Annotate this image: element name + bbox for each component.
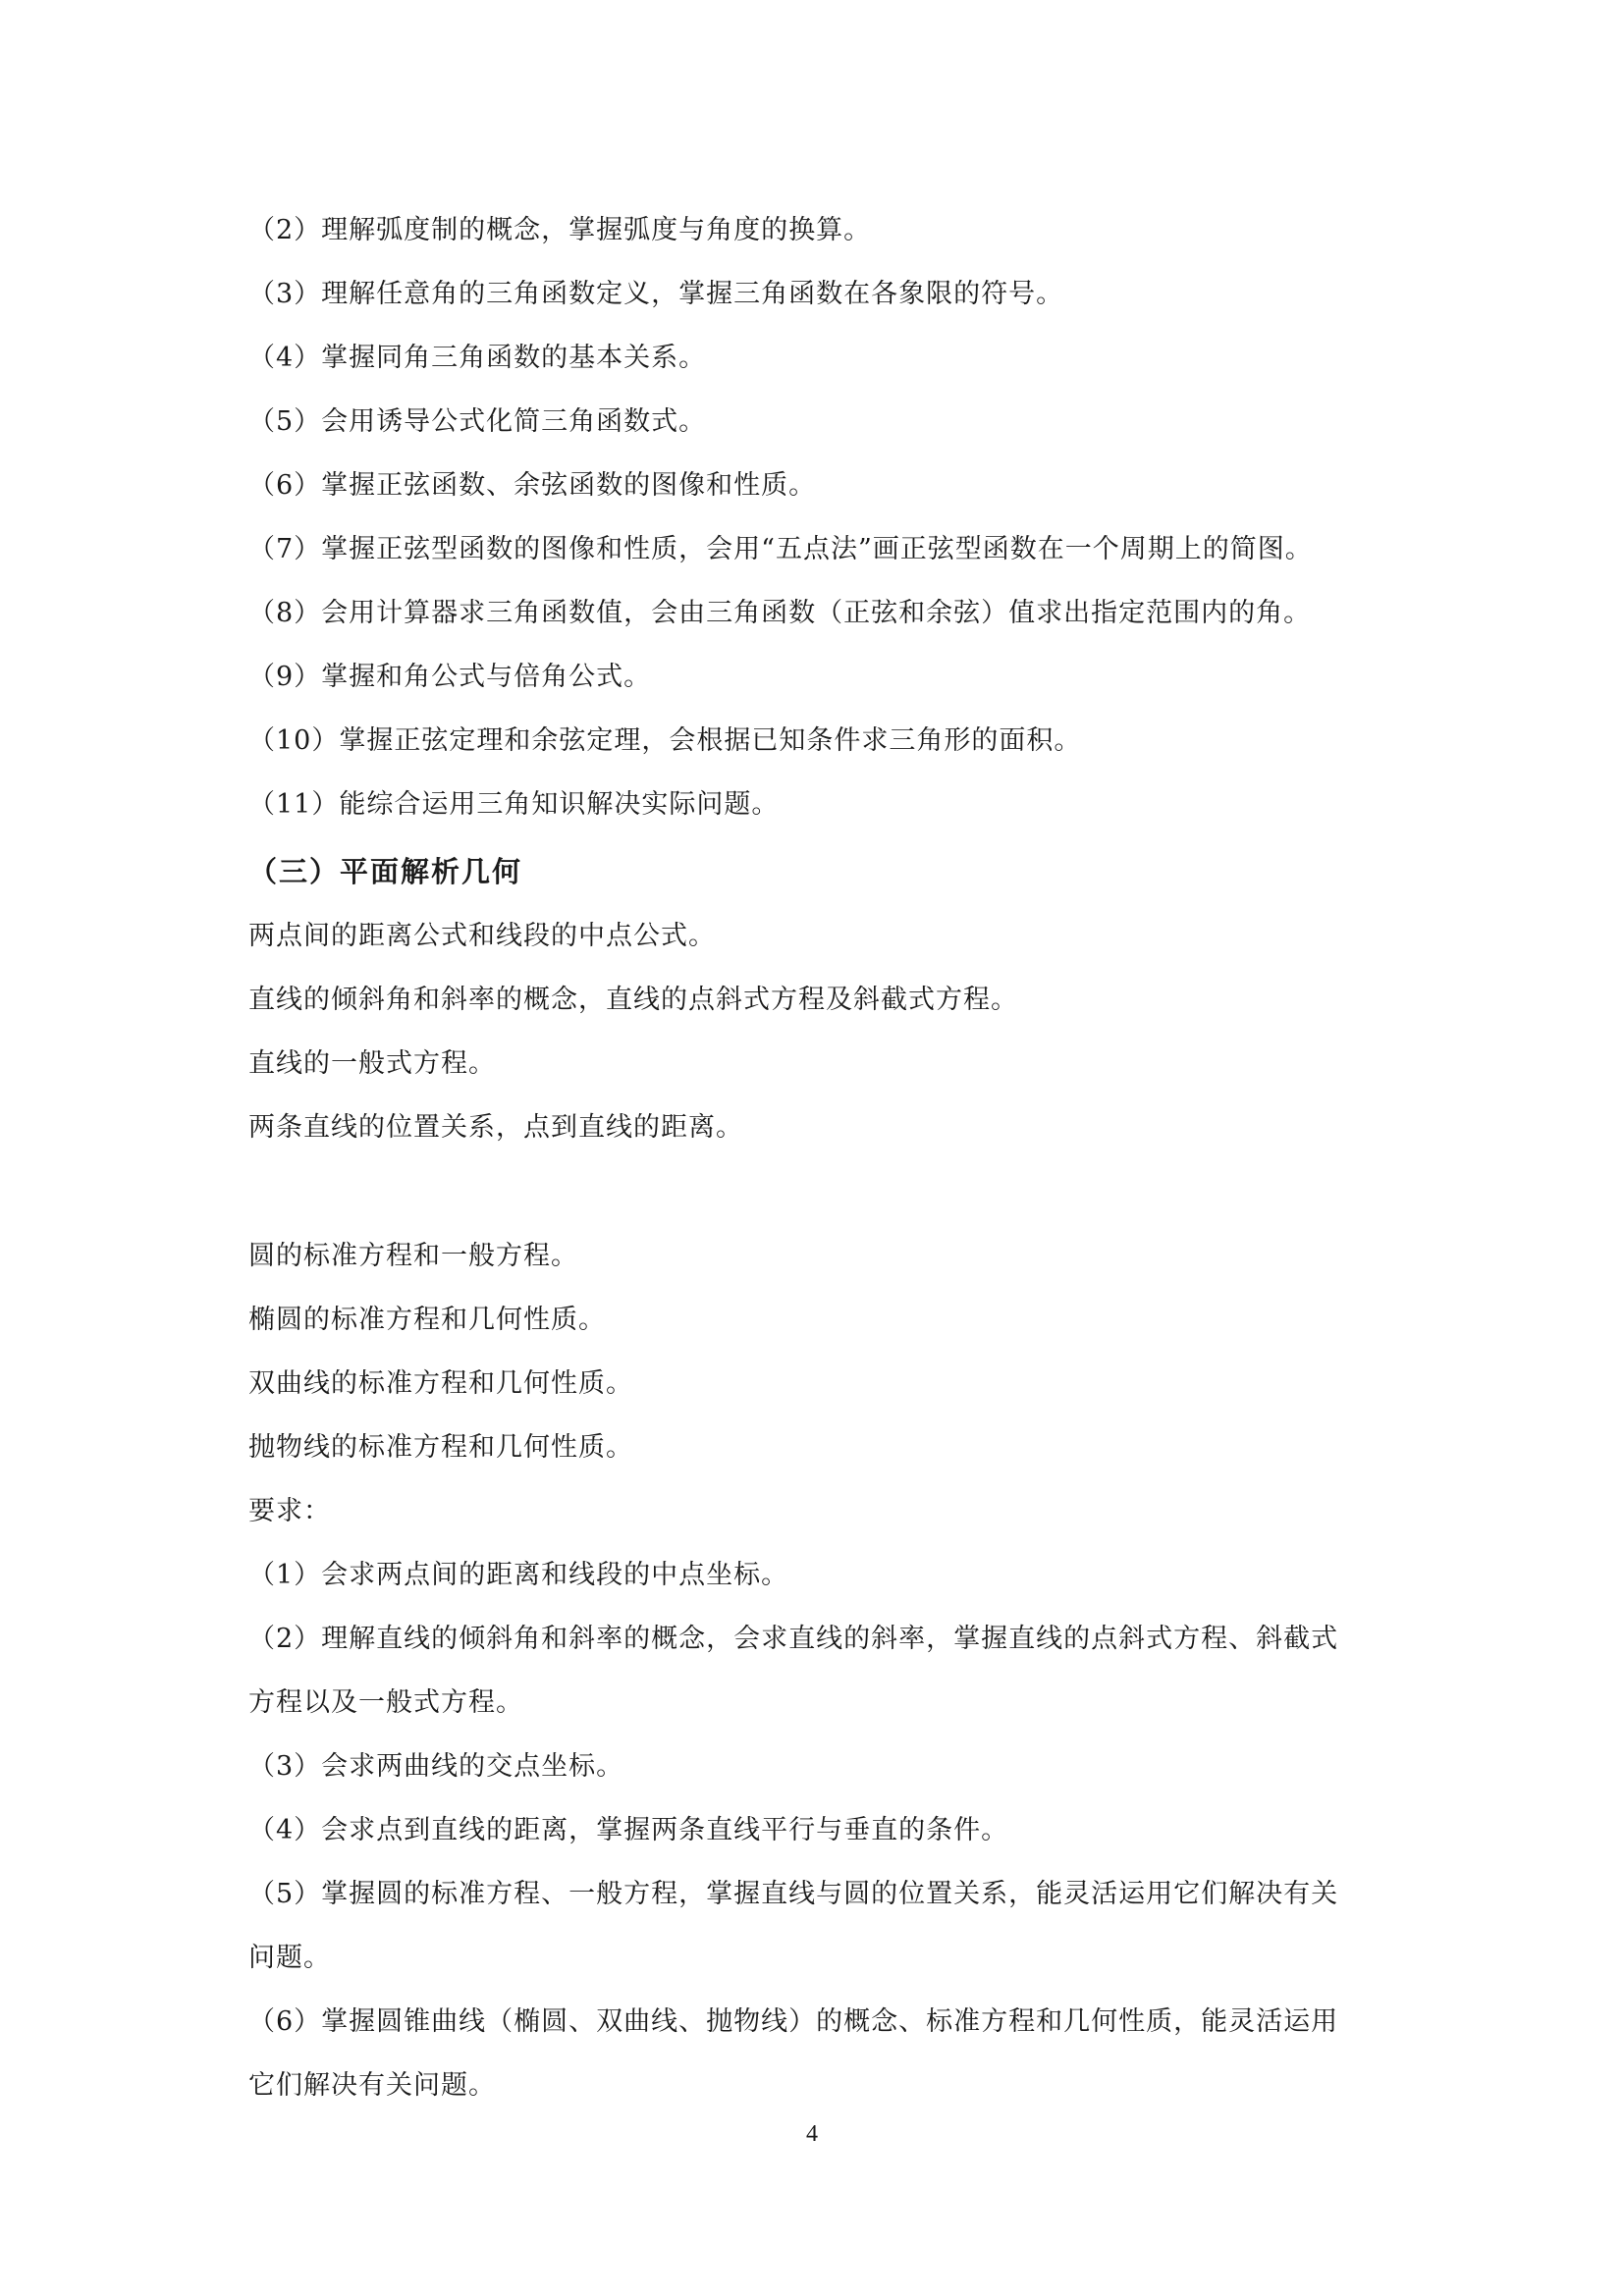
trig-requirement-4: （4）掌握同角三角函数的基本关系。 — [248, 343, 707, 373]
geometry-topic: 椭圆的标准方程和几何性质。 — [248, 1305, 606, 1335]
geometry-requirement-5-cont: 问题。 — [248, 1943, 331, 1973]
geometry-requirement-6: （6）掌握圆锥曲线（椭圆、双曲线、抛物线）的概念、标准方程和几何性质，能灵活运用 — [248, 2006, 1339, 2037]
trig-requirement-6: （6）掌握正弦函数、余弦函数的图像和性质。 — [248, 470, 817, 501]
trig-requirement-7: （7）掌握正弦型函数的图像和性质，会用“五点法”画正弦型函数在一个周期上的简图。 — [248, 534, 1313, 564]
geometry-requirement-1: （1）会求两点间的距离和线段的中点坐标。 — [248, 1560, 789, 1590]
geometry-topic: 直线的一般式方程。 — [248, 1048, 496, 1079]
trig-requirement-5: （5）会用诱导公式化简三角函数式。 — [248, 406, 707, 437]
section-heading: （三）平面解析几何 — [248, 855, 523, 888]
geometry-requirement-2-cont: 方程以及一般式方程。 — [248, 1687, 523, 1718]
geometry-requirement-6-cont: 它们解决有关问题。 — [248, 2070, 496, 2101]
trig-requirement-2: （2）理解弧度制的概念，掌握弧度与角度的换算。 — [248, 215, 872, 245]
geometry-requirement-3: （3）会求两曲线的交点坐标。 — [248, 1751, 624, 1782]
trig-requirement-10: （10）掌握正弦定理和余弦定理，会根据已知条件求三角形的面积。 — [248, 725, 1082, 756]
geometry-requirement-2: （2）理解直线的倾斜角和斜率的概念，会求直线的斜率，掌握直线的点斜式方程、斜截式 — [248, 1624, 1339, 1654]
geometry-requirement-4: （4）会求点到直线的距离，掌握两条直线平行与垂直的条件。 — [248, 1815, 1009, 1845]
page-number: 4 — [806, 2121, 818, 2147]
geometry-topic: 两条直线的位置关系，点到直线的距离。 — [248, 1112, 743, 1143]
geometry-topic: 两点间的距离公式和线段的中点公式。 — [248, 921, 716, 951]
trig-requirement-8: （8）会用计算器求三角函数值，会由三角函数（正弦和余弦）值求出指定范围内的角。 — [248, 598, 1312, 628]
geometry-topic: 直线的倾斜角和斜率的概念，直线的点斜式方程及斜截式方程。 — [248, 985, 1018, 1015]
geometry-topic: 双曲线的标准方程和几何性质。 — [248, 1368, 633, 1399]
geometry-requirement-5: （5）掌握圆的标准方程、一般方程，掌握直线与圆的位置关系，能灵活运用它们解决有关 — [248, 1879, 1339, 1909]
trig-requirement-11: （11）能综合运用三角知识解决实际问题。 — [248, 789, 780, 820]
geometry-topic: 抛物线的标准方程和几何性质。 — [248, 1432, 633, 1463]
trig-requirement-9: （9）掌握和角公式与倍角公式。 — [248, 662, 652, 692]
requirements-label: 要求： — [248, 1496, 331, 1526]
trig-requirement-3: （3）理解任意角的三角函数定义，掌握三角函数在各象限的符号。 — [248, 279, 1064, 309]
geometry-topic: 圆的标准方程和一般方程。 — [248, 1241, 578, 1271]
